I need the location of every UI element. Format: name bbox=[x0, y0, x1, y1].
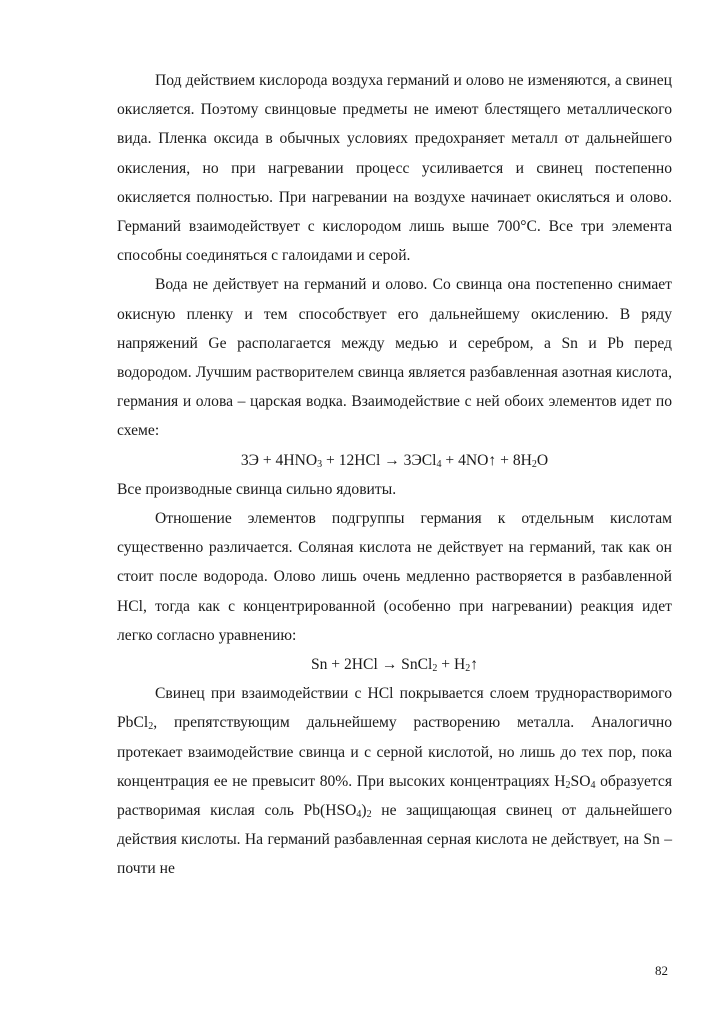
subscript: 2 bbox=[565, 779, 571, 791]
eq-subscript: 3 bbox=[317, 458, 323, 470]
text-span: Под действием кислорода воздуха германий и олово не изменяются, а свинец окисляется. Поэтому свинцовые предметы не имеют блестящего металлического вида. bbox=[117, 72, 672, 148]
eq-term: + 12HCl → 3ЭCl bbox=[322, 451, 437, 469]
paragraph-acids: Отношение элементов подгруппы германия к отдельным кислотам существенно различается. Соляная кислота не действует на германий, так как он стоит после водорода. Олово лишь очень медленно растворяется в разбавленной HCl, тогда как с концентрированной (особенно при нагревании) реакция идет легко согласно уравнению: bbox=[117, 510, 672, 644]
eq-subscript: 2 bbox=[432, 663, 438, 675]
subscript: 4 bbox=[356, 809, 362, 821]
paragraph-toxicity: Все производные свинца сильно ядовиты. bbox=[117, 480, 397, 498]
text-span: , препятствующим дальнейшему растворению металла. Аналогично протекает взаимодействие свинца и с серной кислотой, но лишь до тех пор, пока концентрация ее не превысит 80%. При высоких концентрациях H bbox=[117, 714, 672, 790]
text-span: SO bbox=[570, 772, 591, 790]
subscript: 4 bbox=[590, 779, 596, 791]
text-span: Свинец при взаимодействии с HCl покрывается слоем труднорастворимого PbCl bbox=[117, 685, 672, 732]
paragraph-water: Вода не действует на германий и олово. Со свинца она постепенно снимает окисную пленку и тем способствует его дальнейшему окислению. В ряду напряжений Ge располагается между медью и серебром, а Sn и Pb перед водородом. Лучшим растворителем свинца является разбавленная азотная кислота, германия и олова – царская водка. Взаимодействие с ней обоих элементов идет по схеме: bbox=[117, 276, 672, 440]
equation-nitric-acid bbox=[117, 446, 672, 475]
text-span-emphasis: Пленка оксида в обычных условиях предохраняет металл от дальнейшего окисления, но при нагревании процесс усиливается и свинец постепенно окисляется полностью. bbox=[117, 130, 672, 206]
eq-term: Sn + 2HCl → SnCl bbox=[310, 656, 433, 674]
equation-hydrochloric-acid bbox=[117, 650, 672, 679]
eq-subscript: 2 bbox=[465, 663, 471, 675]
paragraph-lead bbox=[117, 679, 672, 883]
eq-term: ↑ bbox=[470, 656, 479, 674]
eq-term: + 8H bbox=[496, 451, 532, 469]
eq-term: 3Э + 4HNO bbox=[240, 451, 318, 469]
text-span: образуется растворимая кислая соль bbox=[117, 772, 672, 820]
text-span: При нагревании на воздухе начинает окисляться и олово. Германий взаимодействует с кислородом лишь выше 700°C. Все три элемента способны соединяться с галоидами и серой. bbox=[117, 188, 672, 265]
eq-subscript: 2 bbox=[531, 458, 537, 470]
subscript: 2 bbox=[148, 721, 154, 733]
eq-term: O bbox=[536, 451, 549, 469]
text-span: не защищающая свинец от дальнейшего действия кислоты. На германий разбавленная серная кислота не действует, на Sn – почти не bbox=[117, 802, 673, 878]
subscript: 2 bbox=[366, 809, 372, 821]
eq-term: + H bbox=[437, 656, 466, 674]
document-body bbox=[117, 66, 672, 884]
formula-span: ) bbox=[361, 802, 367, 820]
page-number: 82 bbox=[655, 963, 668, 978]
paragraph-oxidation bbox=[117, 66, 672, 270]
eq-subscript: 4 bbox=[436, 458, 442, 470]
formula-span: Pb(HSO bbox=[303, 802, 357, 820]
eq-term: + 4NO↑ bbox=[441, 451, 497, 469]
